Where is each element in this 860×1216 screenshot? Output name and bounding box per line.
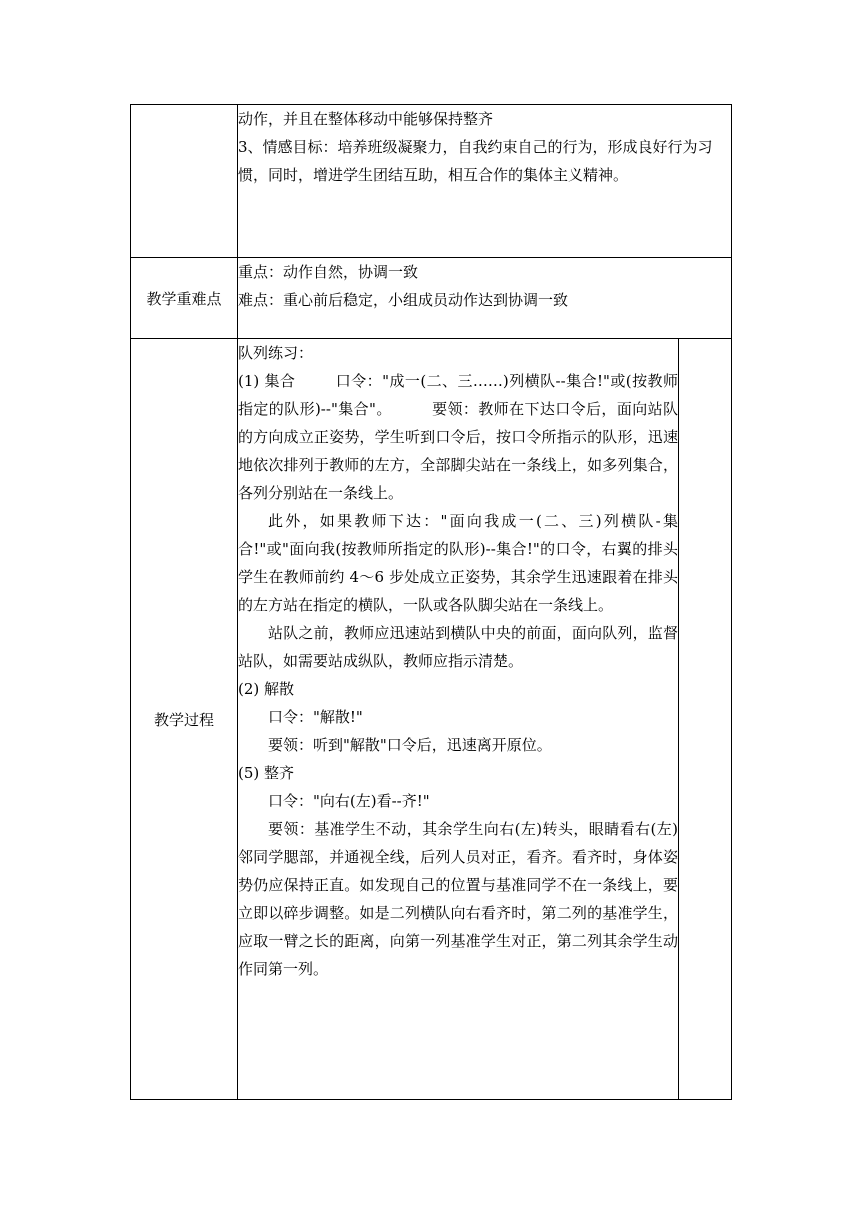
objectives-label-cell (131, 105, 238, 258)
process-label: 教学过程 (153, 710, 214, 729)
dismiss-essentials: 要领：听到"解散"口令后，迅速离开原位。 (268, 736, 552, 754)
key-points-label: 教学重难点 (146, 289, 222, 308)
lesson-plan-table (130, 104, 732, 1100)
key-points-row (131, 258, 732, 339)
process-label-cell (131, 339, 238, 1100)
assembly-command: 口令："成一(二、三……)列横队--集合!"或(按教师指定的队形)--"集合"。 (238, 372, 678, 418)
align-title: (5) 整齐 (238, 764, 295, 782)
objectives-line-2: 3、情感目标：培养班级凝聚力，自我约束自己的行为，形成良好行为习惯，同时，增进学生团结互助，相互合作的集体主义精神。 (238, 138, 713, 184)
process-content-cell (238, 339, 679, 1100)
key-points-label-cell (131, 258, 238, 339)
process-notes-cell (679, 339, 732, 1100)
assembly-title: (1) 集合 (238, 372, 296, 390)
assembly-essentials: 要领：教师在下达口令后，面向站队的方向成立正姿势，学生听到口令后，按口令所指示的队形，迅速地依次排列于教师的左方，全部脚尖站在一条线上，如多列集合，各列分别站在一条线上。 (238, 400, 678, 502)
align-command: 口令："向右(左)看--齐!" (268, 792, 430, 810)
dismiss-command: 口令："解散!" (268, 708, 363, 726)
objectives-row (131, 105, 732, 258)
objectives-content-cell (238, 105, 732, 258)
dismiss-title: (2) 解散 (238, 680, 295, 698)
difficulty-text: 难点：重心前后稳定，小组成员动作达到协调一致 (238, 291, 569, 309)
align-essentials: 要领：基准学生不动，其余学生向右(左)转头，眼睛看右(左)邻同学腮部，并通视全线，后列人员对正，看齐。看齐时，身体姿势仍应保持正直。如发现自己的位置与基准同学不在一条线上，要立即以碎步调整。如是二列横队向右看齐时，第二列的基准学生，应取一臂之长的距离，向第一列基准学生对正，第二列其余学生动作同第一列。 (238, 820, 678, 978)
assembly-extra: 此外，如果教师下达："面向我成一(二、三)列横队-集合!"或"面向我(按教师所指定的队形)--集合!"的口令，右翼的排头学生在教师前约 4～6 步处成立正姿势，其余学生迅速跟着在排头的左方站在指定的横队，一队或各队脚尖站在一条线上。 (238, 512, 678, 614)
assembly-teacher: 站队之前，教师应迅速站到横队中央的前面，面向队列，监督站队，如需要站成纵队，教师应指示清楚。 (238, 624, 678, 670)
process-heading: 队列练习： (238, 344, 314, 362)
process-row (131, 339, 732, 1100)
key-points-content-cell (238, 258, 732, 339)
objectives-line-1: 动作，并且在整体移动中能够保持整齐 (238, 110, 494, 128)
assembly-paragraph (238, 367, 678, 507)
key-point-text: 重点：动作自然，协调一致 (238, 263, 419, 281)
